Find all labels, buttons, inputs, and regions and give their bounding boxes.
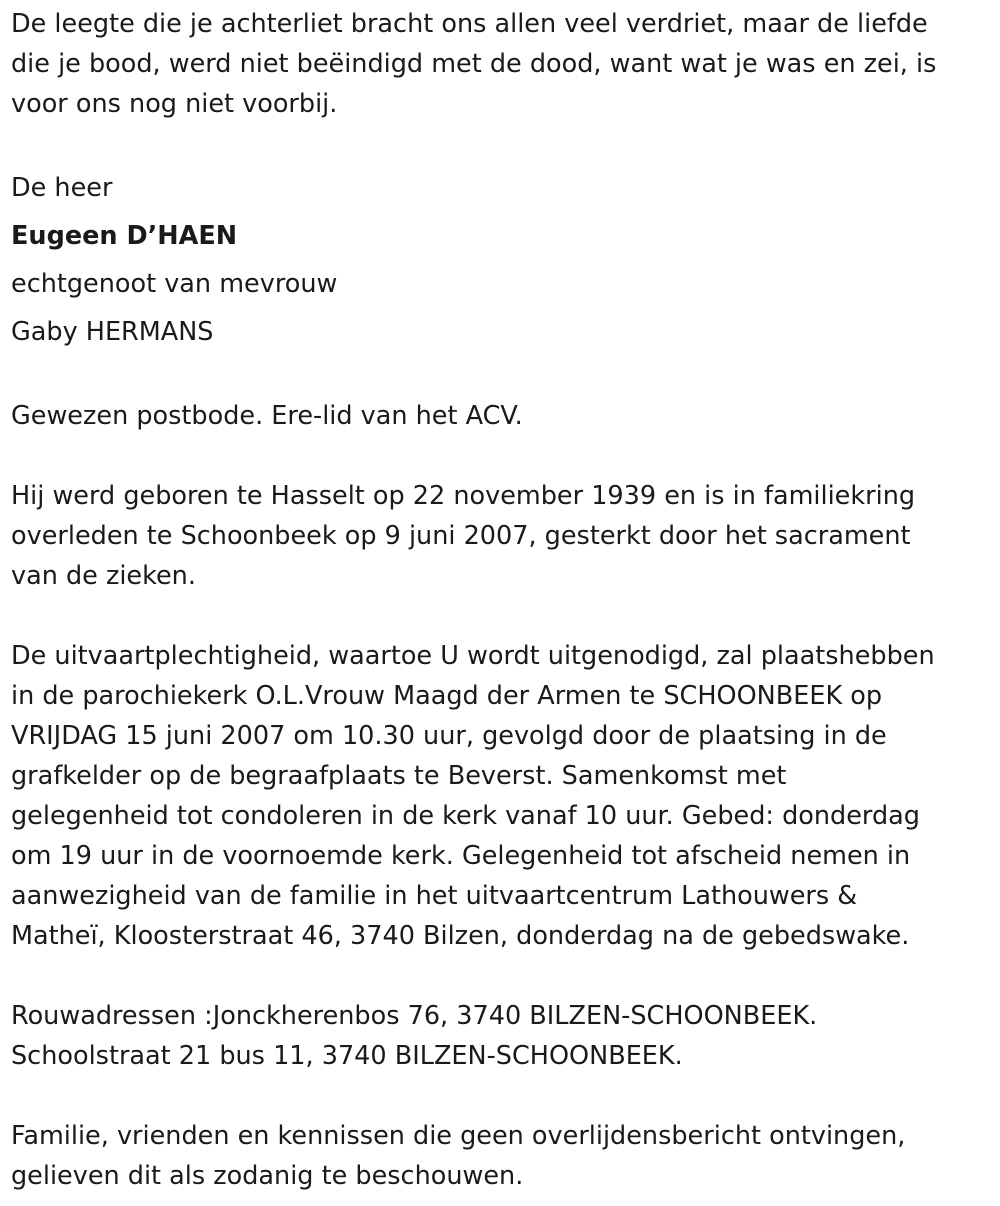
- paragraph-gap: [11, 356, 986, 396]
- address-line: Schoolstraat 21 bus 11, 3740 BILZEN-SCHOONBEEK.: [11, 1041, 683, 1071]
- closing-line: Familie, vrienden en kennissen die geen overlijdensbericht ontvingen,: [11, 1121, 906, 1151]
- deceased-block: [11, 164, 986, 356]
- address-line: Rouwadressen :Jonckherenbos 76, 3740 BILZEN-SCHOONBEEK.: [11, 1001, 818, 1031]
- closing-paragraph: [11, 1116, 986, 1196]
- spouse-name: Gaby HERMANS: [11, 317, 214, 347]
- funeral-line: grafkelder op de begraafplaats te Beverst. Samenkomst met: [11, 761, 787, 791]
- obituary-notice: [11, 4, 986, 1196]
- birth-death-line: van de zieken.: [11, 561, 196, 591]
- paragraph-gap: [11, 1076, 986, 1116]
- intro-line: die je bood, werd niet beëindigd met de dood, want wat je was en zei, is: [11, 49, 937, 79]
- funeral-line: gelegenheid tot condoleren in de kerk vanaf 10 uur. Gebed: donderdag: [11, 801, 920, 831]
- salutation: De heer: [11, 173, 113, 203]
- paragraph-gap: [11, 436, 986, 476]
- birth-death-line: Hij werd geboren te Hasselt op 22 november 1939 en is in familiekring: [11, 481, 916, 511]
- occupation-paragraph: [11, 396, 986, 436]
- occupation-line: Gewezen postbode. Ere-lid van het ACV.: [11, 401, 523, 431]
- funeral-line: Matheï, Kloosterstraat 46, 3740 Bilzen, donderdag na de gebedswake.: [11, 921, 910, 951]
- funeral-line: in de parochiekerk O.L.Vrouw Maagd der Armen te SCHOONBEEK op: [11, 681, 883, 711]
- funeral-paragraph: [11, 636, 986, 956]
- addresses-paragraph: [11, 996, 986, 1076]
- closing-line: gelieven dit als zodanig te beschouwen.: [11, 1161, 524, 1191]
- funeral-line: om 19 uur in de voornoemde kerk. Gelegenheid tot afscheid nemen in: [11, 841, 911, 871]
- intro-line: voor ons nog niet voorbij.: [11, 89, 338, 119]
- birth-death-paragraph: [11, 476, 986, 596]
- birth-death-line: overleden te Schoonbeek op 9 juni 2007, gesterkt door het sacrament: [11, 521, 911, 551]
- funeral-line: VRIJDAG 15 juni 2007 om 10.30 uur, gevolgd door de plaatsing in de: [11, 721, 887, 751]
- paragraph-gap: [11, 956, 986, 996]
- intro-line: De leegte die je achterliet bracht ons allen veel verdriet, maar de liefde: [11, 9, 928, 39]
- paragraph-gap: [11, 124, 986, 164]
- intro-paragraph: [11, 4, 986, 124]
- deceased-name: Eugeen D’HAEN: [11, 221, 238, 251]
- funeral-line: aanwezigheid van de familie in het uitvaartcentrum Lathouwers &: [11, 881, 858, 911]
- paragraph-gap: [11, 596, 986, 636]
- funeral-line: De uitvaartplechtigheid, waartoe U wordt uitgenodigd, zal plaatshebben: [11, 641, 935, 671]
- spouse-label: echtgenoot van mevrouw: [11, 269, 338, 299]
